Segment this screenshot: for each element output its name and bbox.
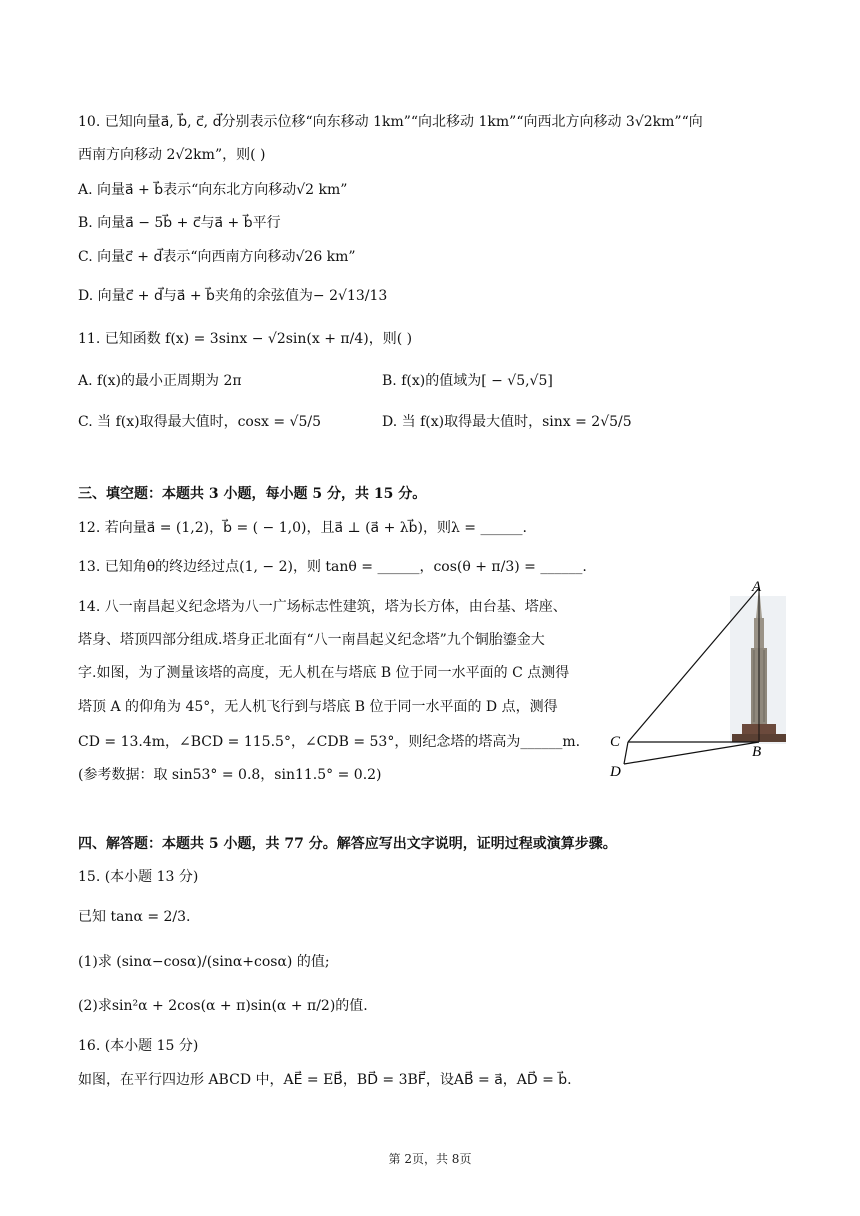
q10-option-c: C. 向量c⃗ + d⃗表示“向西南方向移动√26 km”	[78, 249, 356, 265]
line-db	[624, 742, 762, 764]
q12-stem: 12. 若向量a⃗ = (1,2)，b⃗ = ( − 1,0)，且a⃗ ⊥ (a⃗ + λb⃗)，则λ = ______.	[78, 520, 527, 536]
label-d: D	[610, 764, 621, 778]
section-4-heading: 四、解答题：本题共 5 小题，共 77 分。解答应写出文字说明，证明过程或演算步骤。	[78, 836, 617, 852]
q10-option-d: D. 向量c⃗ + d⃗与a⃗ + b⃗夹角的余弦值为− 2√13/13	[78, 288, 388, 304]
q16-heading: 16. (本小题 15 分)	[78, 1038, 199, 1054]
q13-stem: 13. 已知角θ的终边经过点(1, − 2)，则 tanθ = ______，cos(θ + π/3) = ______.	[78, 559, 587, 575]
q15-given: 已知 tanα = 2/3.	[78, 909, 191, 925]
q14-line4: 塔顶 A 的仰角为 45°，无人机飞行到与塔底 B 位于同一水平面的 D 点，测得	[78, 699, 558, 715]
label-c: C	[610, 734, 621, 750]
q10-option-b: B. 向量a⃗ − 5b⃗ + c⃗与a⃗ + b⃗平行	[78, 215, 281, 231]
q11-option-b: B. f(x)的值域为[ − √5,√5]	[382, 373, 553, 389]
label-a: A	[752, 579, 762, 595]
tower-diagram	[606, 578, 788, 778]
q14-line6: (参考数据：取 sin53° = 0.8，sin11.5° = 0.2)	[78, 767, 382, 783]
page-footer: 第 2页，共 8页	[388, 1152, 472, 1166]
q15-part1: (1)求 (sinα−cosα)/(sinα+cosα) 的值;	[78, 954, 330, 970]
q11-stem: 11. 已知函数 f(x) = 3sinx − √2sin(x + π/4)，则( )	[78, 331, 413, 347]
q10-line2: 西南方向移动 2√2km”，则( )	[78, 147, 266, 163]
q10-line1: 10. 已知向量a⃗, b⃗, c⃗, d⃗分别表示位移“向东移动 1km”“向北移动 1km”“向西北方向移动 3√2km”“向	[78, 114, 703, 130]
q14-line1: 14. 八一南昌起义纪念塔为八一广场标志性建筑，塔为长方体，由台基、塔座、	[78, 599, 567, 615]
q15-heading: 15. (本小题 13 分)	[78, 869, 199, 885]
q11-option-c: C. 当 f(x)取得最大值时，cosx = √5/5	[78, 414, 321, 430]
q11-option-d: D. 当 f(x)取得最大值时，sinx = 2√5/5	[382, 414, 632, 430]
label-b: B	[752, 744, 762, 760]
section-3-heading: 三、填空题：本题共 3 小题，每小题 5 分，共 15 分。	[78, 486, 427, 502]
q11-option-a: A. f(x)的最小正周期为 2π	[78, 373, 242, 389]
line-cd	[624, 742, 628, 764]
q15-part2: (2)求sin²α + 2cos(α + π)sin(α + π/2)的值.	[78, 998, 368, 1014]
q14-line5: CD = 13.4m，∠BCD = 115.5°，∠CDB = 53°，则纪念塔的塔高为______m.	[78, 734, 581, 750]
q14-line3: 字.如图，为了测量该塔的高度，无人机在与塔底 B 位于同一水平面的 C 点测得	[78, 665, 570, 681]
q10-option-a: A. 向量a⃗ + b⃗表示“向东北方向移动√2 km”	[78, 182, 348, 198]
q16-text: 如图，在平行四边形 ABCD 中，AE⃗ = EB⃗，BD⃗ = 3BF⃗，设AB⃗ = a⃗，AD⃗ = b⃗.	[78, 1072, 572, 1088]
q14-line2: 塔身、塔顶四部分组成.塔身正北面有“八一南昌起义纪念塔”九个铜胎鎏金大	[78, 632, 545, 648]
